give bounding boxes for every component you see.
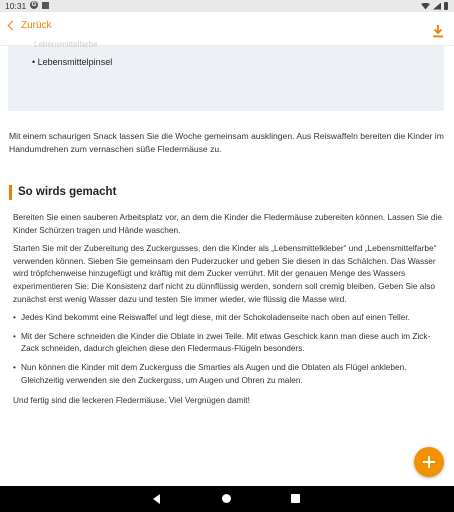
materials-item: • Lebensmittelpinsel: [32, 57, 113, 67]
download-icon[interactable]: [432, 24, 444, 38]
paragraph-1: Bereiten Sie einen sauberen Arbeitsplatz vor, an dem die Kinder die Fledermäuse zubereiten können. Lassen Sie die Kinder Schürzen tragen und Hände waschen.: [13, 212, 442, 235]
back-label: Zurück: [21, 20, 52, 31]
materials-item-faded: Lebensmittelfarbe: [34, 40, 98, 49]
back-button[interactable]: [6, 20, 52, 31]
notification-icon: [42, 2, 49, 9]
status-time: 10:31: [5, 1, 27, 11]
list-item: • Nun können die Kinder mit dem Zuckerguss die Smarties als Augen und die Oblaten als Flügel ankleben. Gleichzeitig verwenden sie den Zuckerguss, um Augen und Ohren zu malen.: [13, 361, 443, 386]
section-title: So wirds gemacht: [9, 185, 116, 200]
add-fab-button[interactable]: [414, 447, 444, 477]
materials-box: [8, 40, 444, 111]
status-icons: [421, 2, 448, 10]
intro-text: Mit einem schaurigen Snack lassen Sie die Woche gemeinsam ausklingen. Aus Reiswaffeln bereiten die Kinder im Handumdrehen zum vernaschen süße Fledermäuse zu.: [9, 131, 444, 154]
status-bar: [0, 0, 454, 12]
nav-recents-icon[interactable]: [291, 494, 300, 503]
google-icon: G: [31, 2, 37, 8]
list-item: • Jedes Kind bekommt eine Reiswaffel und legt diese, mit der Schokoladenseite nach oben auf einen Teller.: [13, 311, 443, 324]
nav-back-icon[interactable]: [153, 494, 160, 504]
system-nav-bar: [0, 486, 454, 512]
signal-icon: [433, 3, 441, 10]
wifi-icon: [421, 3, 430, 10]
list-item: • Mit der Schere schneiden die Kinder die Oblate in zwei Teile. Mit etwas Geschick kann man diese auch im Zick-Zack schneiden, dadurch gleichen diese den Fledermaus-Flügeln besonders.: [13, 330, 443, 355]
chevron-left-icon: [8, 21, 18, 31]
instructions: [13, 211, 443, 413]
battery-icon: [444, 2, 448, 10]
steps-list: [13, 311, 443, 386]
article-content: [0, 40, 454, 486]
nav-home-icon[interactable]: [222, 494, 231, 503]
paragraph-2: Starten Sie mit der Zubereitung des Zuckergusses, den die Kinder als „Lebensmittelkleber“ und „Lebensmittelfarbe“ verwenden können. Sieben Sie gemeinsam den Puderzucker und geben Sie diesen in das Schälchen. Das Wasser wird tröpfchenweise hinzugefügt und kräftig mit dem Zucker verrührt. Mit der genauen Menge des Wassers experimentieren Sie: Die Konsistenz darf nicht zu dünnflüssig werden, sondern soll cremig bleiben. Geben Sie also zunächst erst wenig Wasser dazu und testen Sie immer wieder, wie flüssig die Masse wird.: [13, 243, 437, 304]
closing-text: Und fertig sind die leckeren Fledermäuse. Viel Vergnügen damit!: [13, 395, 250, 406]
